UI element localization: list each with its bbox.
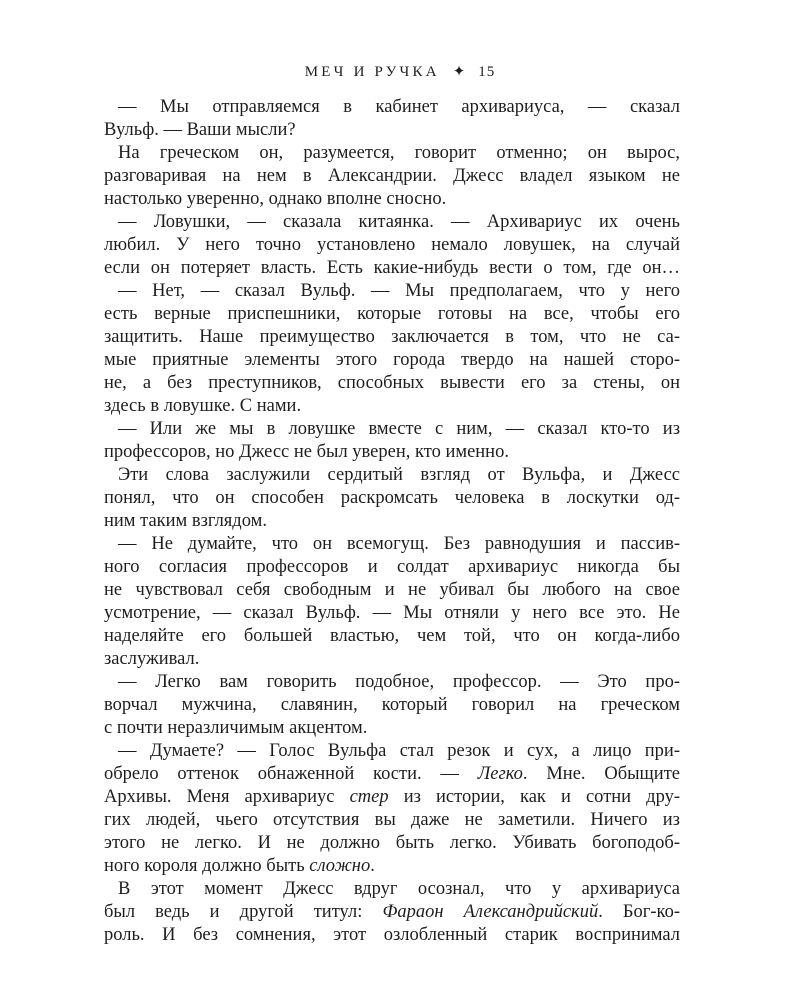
text-line: — Или же мы в ловушке вместе с ним, — сказал кто-то из <box>118 419 680 439</box>
text-line: разговаривая на нем в Александрии. Джесс владел языком не <box>104 166 680 186</box>
text-span: . Мне. Обыщите <box>522 764 680 784</box>
text-line: здесь в ловушке. С нами. <box>104 396 302 416</box>
text-line: этого не легко. И не должно быть легко. Убивать богоподоб- <box>104 833 680 853</box>
text-line: — Легко вам говорить подобное, профессор. — Это про- <box>118 672 680 692</box>
italic-text: сложно <box>309 856 371 876</box>
text-line: не, а без преступников, способных вывести его за стены, он <box>104 373 680 393</box>
text-line: защитить. Наше преимущество заключается в том, что не са- <box>104 327 680 347</box>
text-line: если он потеряет власть. Есть какие-нибудь вести о том, где он… <box>104 258 680 278</box>
running-head <box>0 62 800 81</box>
text-line <box>104 740 680 763</box>
text-line: — Мы отправляемся в кабинет архивариуса, — сказал <box>118 97 680 117</box>
text-span: — Думаете? — Голос Вульфа стал резок и сух, а лицо при- <box>118 741 680 761</box>
text-line: На греческом он, разумеется, говорит отменно; он вырос, <box>118 143 680 163</box>
text-line: мые приятные элементы этого города твердо на нашей сторо- <box>104 350 680 370</box>
body-text <box>104 96 680 947</box>
text-line: заслуживал. <box>104 649 200 669</box>
text-line: наделяйте его большей властью, чем той, что он когда-либо <box>104 626 680 646</box>
page-number: 15 <box>478 64 496 80</box>
text-line: любил. У него точно установлено немало ловушек, на случай <box>104 235 680 255</box>
text-line: В этот момент Джесс вдруг осознал, что у архивариуса <box>118 879 680 899</box>
text-line: с почти неразличимым акцентом. <box>104 718 368 738</box>
italic-text: Фараон Александрийский <box>382 902 599 922</box>
text-span: Архивы. Меня архивариус <box>104 787 350 807</box>
text-line <box>104 901 680 924</box>
text-line: не чувствовал себя свободным и не убивал бы любого на свое <box>104 580 680 600</box>
text-span: ного короля должно быть <box>104 856 310 876</box>
italic-text: стер <box>349 787 389 807</box>
text-line <box>104 786 680 809</box>
text-line: настолько уверенно, однако вполне сносно. <box>104 189 447 209</box>
text-line: профессоров, но Джесс не был уверен, кто именно. <box>104 442 509 462</box>
text-line: ного согласия профессоров и солдат архивариус никогда бы <box>104 557 680 577</box>
text-line: роль. И без сомнения, этот озлобленный старик воспринимал <box>104 925 680 945</box>
text-line: — Ловушки, — сказала китаянка. — Архивариус их очень <box>118 212 680 232</box>
text-line: есть верные приспешники, которые готовы на все, чтобы его <box>104 304 680 324</box>
text-line: ворчал мужчина, славянин, который говорил на греческом <box>104 695 680 715</box>
running-head-title: МЕЧ И РУЧКА <box>304 64 440 80</box>
text-span: обрело оттенок обнаженной кости. — <box>104 764 478 784</box>
text-line: — Нет, — сказал Вульф. — Мы предполагаем, что у него <box>118 281 680 301</box>
italic-text: Легко <box>477 764 523 784</box>
text-line <box>104 763 680 786</box>
text-line: понял, что он способен раскромсать человека в лоскутки од- <box>104 488 680 508</box>
text-line <box>104 855 680 878</box>
text-line: Эти слова заслужили сердитый взгляд от Вульфа, и Джесс <box>118 465 680 485</box>
text-line: усмотрение, — сказал Вульф. — Мы отняли у него все это. Не <box>104 603 680 623</box>
text-line: ним таким взглядом. <box>104 511 267 531</box>
text-line: гих людей, чьего отсутствия вы даже не заметили. Ничего из <box>104 810 680 830</box>
text-span: был ведь и другой титул: <box>104 902 383 922</box>
text-span: из истории, как и сотни дру- <box>388 787 680 807</box>
fleuron-icon: ✦ <box>452 64 466 80</box>
text-span: . <box>370 856 375 876</box>
text-line: Вульф. — Ваши мысли? <box>104 120 296 140</box>
text-line: — Не думайте, что он всемогущ. Без равнодушия и пассив- <box>118 534 680 554</box>
text-span: . Бог-ко- <box>598 902 680 922</box>
